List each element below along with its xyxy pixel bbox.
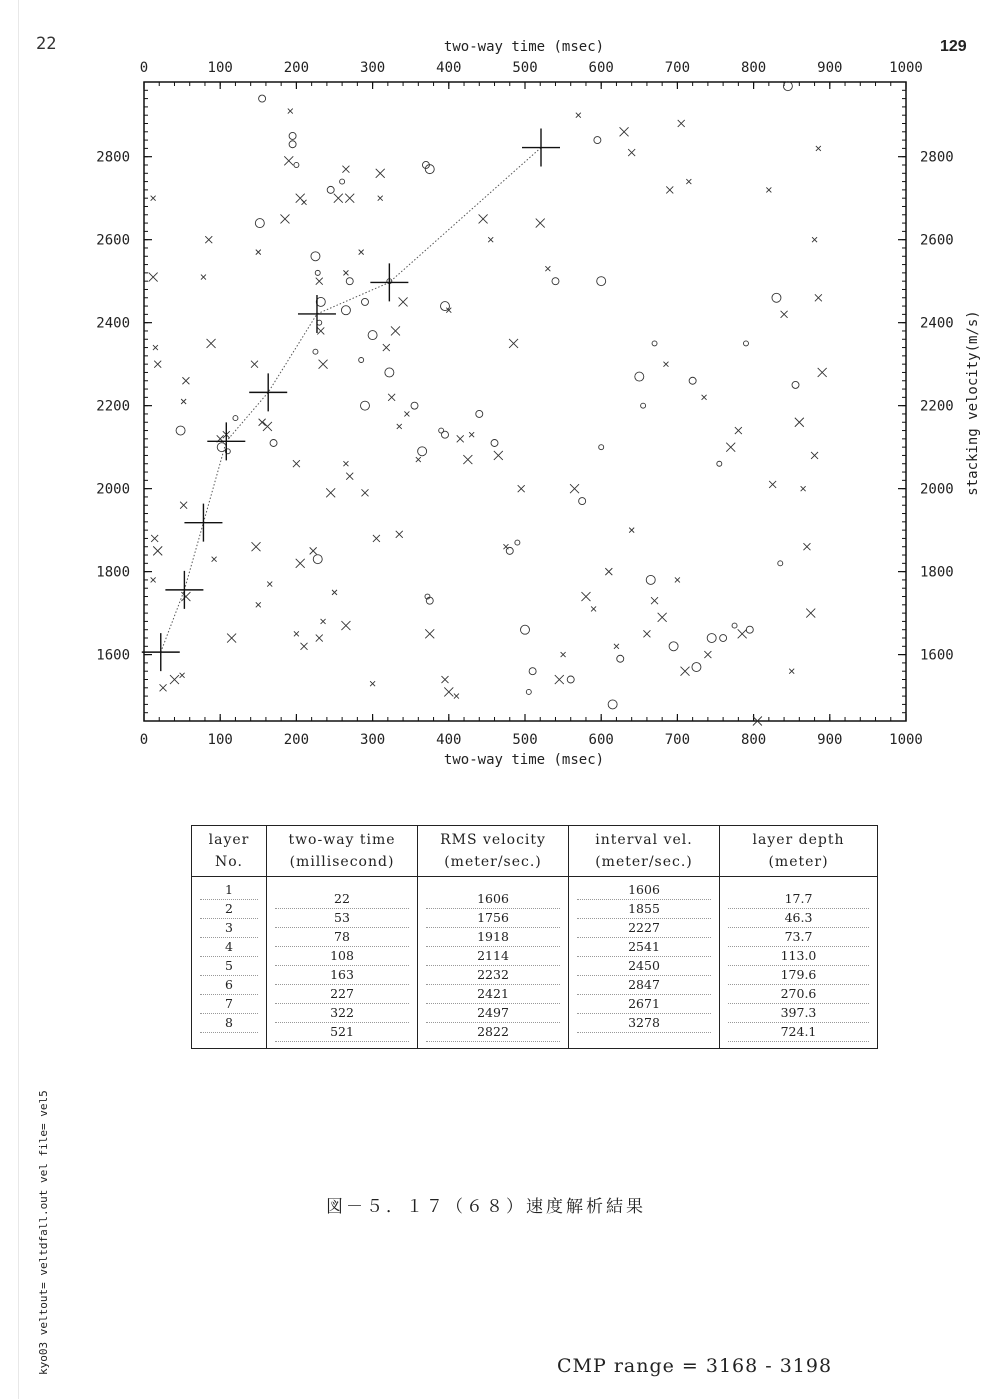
circle-marker [778, 561, 783, 566]
velocity-layer-table [191, 825, 878, 1049]
cross-marker [605, 568, 612, 575]
circle-marker [315, 270, 320, 275]
circle-marker [255, 219, 264, 228]
velocity-pick-marker [522, 129, 560, 167]
cross-marker [416, 457, 421, 462]
table-cell: 2114 [426, 947, 560, 966]
circle-marker [294, 162, 299, 167]
circle-marker [617, 655, 624, 662]
cross-marker [361, 489, 368, 496]
circle-marker [289, 141, 296, 148]
cross-marker [284, 156, 293, 165]
cross-marker [267, 582, 272, 587]
cross-marker [256, 250, 261, 255]
cross-marker [444, 687, 453, 696]
header-rms-velocity [418, 826, 569, 877]
x-tick-label-top: 400 [436, 60, 462, 76]
table-cell: 73.7 [728, 928, 869, 947]
table-cell: 5 [200, 957, 258, 976]
cross-marker [457, 435, 464, 442]
cross-marker [153, 345, 158, 350]
cross-marker [795, 418, 804, 427]
table-cell: 322 [275, 1004, 409, 1023]
table-cell: 2671 [577, 995, 711, 1014]
circle-marker [360, 401, 369, 410]
x-tick-label-bottom: 800 [740, 732, 767, 748]
cross-marker [591, 606, 596, 611]
cross-marker [518, 485, 525, 492]
circle-marker [411, 402, 418, 409]
cross-marker [288, 109, 293, 114]
velocity-pick-marker [165, 571, 203, 609]
y-tick-label-right: 2200 [920, 398, 954, 415]
circle-marker [368, 331, 377, 340]
cross-marker [301, 643, 308, 650]
cmp-range: CMP range = 3168 - 3198 [557, 1355, 833, 1377]
cross-marker [252, 542, 261, 551]
cross-marker [570, 484, 579, 493]
cross-marker [812, 237, 817, 242]
cross-marker [151, 535, 158, 542]
table-cell: 2450 [577, 957, 711, 976]
cross-marker [663, 362, 668, 367]
circle-marker [289, 132, 296, 139]
table-cell: 8 [200, 1014, 258, 1033]
x-tick-label-bottom: 100 [207, 732, 233, 748]
circle-marker [359, 358, 364, 363]
cross-marker [666, 186, 673, 193]
side-note: kyo03 veltout= veltdfall.out vel file= vel5 [37, 1090, 50, 1375]
circle-marker [346, 278, 353, 285]
table-cell: 6 [200, 976, 258, 995]
cross-marker [766, 187, 771, 192]
circle-marker [313, 555, 322, 564]
cross-marker [376, 169, 385, 178]
circle-marker [270, 439, 277, 446]
cross-marker [346, 473, 353, 480]
x-tick-label-top: 900 [817, 60, 843, 76]
velocity-pick-marker [184, 504, 222, 542]
circle-marker [340, 179, 345, 184]
circle-marker [720, 635, 727, 642]
table-cell: 108 [275, 947, 409, 966]
cross-marker [614, 644, 619, 649]
x-tick-label-top: 100 [207, 60, 233, 76]
x-tick-label-top: 300 [359, 60, 386, 76]
cross-marker [321, 619, 326, 624]
circle-marker [641, 403, 646, 408]
y-tick-label-left: 2600 [96, 232, 130, 249]
x-tick-label-bottom: 1000 [889, 732, 923, 748]
cross-marker [293, 460, 300, 467]
circle-marker [772, 293, 781, 302]
cross-marker [536, 219, 545, 228]
header-line: two-way time [288, 832, 396, 848]
circle-marker [341, 306, 350, 315]
page-number-left: 22 [36, 34, 57, 54]
cross-marker [180, 673, 185, 678]
cross-marker [151, 577, 156, 582]
cross-marker [441, 676, 448, 683]
table-cell: 2822 [426, 1023, 560, 1042]
column-rms-velocity [418, 877, 569, 1049]
circle-marker [233, 416, 238, 421]
table-cell: 2497 [426, 1004, 560, 1023]
cross-marker [227, 634, 236, 643]
table-cell: 3278 [577, 1014, 711, 1033]
cross-marker [803, 543, 810, 550]
header-line: (millisecond) [289, 854, 395, 870]
y-tick-label-right: 2000 [920, 481, 954, 498]
cross-marker [341, 621, 350, 630]
x-axis-title-top: two-way time (msec) [443, 39, 605, 55]
cross-marker [704, 651, 711, 658]
circle-marker [176, 426, 185, 435]
cross-marker [816, 146, 821, 151]
x-tick-label-top: 500 [512, 60, 538, 76]
circle-marker [313, 349, 318, 354]
table-cell: 163 [275, 966, 409, 985]
cross-marker [319, 360, 328, 369]
cross-marker [735, 427, 742, 434]
circle-marker [418, 447, 427, 456]
table-cell: 179.6 [728, 966, 869, 985]
cross-marker [738, 629, 747, 638]
circle-marker [717, 461, 722, 466]
header-line: RMS velocity [440, 832, 546, 848]
x-tick-label-bottom: 500 [512, 732, 538, 748]
table-cell: 2232 [426, 966, 560, 985]
circle-marker [552, 278, 559, 285]
table-cell: 1918 [426, 928, 560, 947]
cross-marker [818, 368, 827, 377]
cross-marker [316, 278, 323, 285]
cross-marker [370, 681, 375, 686]
x-tick-label-top: 0 [139, 60, 149, 76]
y-tick-label-left: 2800 [96, 149, 130, 166]
header-layer-no [192, 826, 267, 877]
circle-marker [441, 431, 448, 438]
y-tick-label-right: 2600 [920, 232, 954, 249]
cross-marker [170, 675, 179, 684]
header-line: interval vel. [595, 832, 693, 848]
y-tick-label-left: 2400 [96, 315, 130, 332]
cross-marker [702, 395, 707, 400]
cross-marker [180, 502, 187, 509]
table-cell: 78 [275, 928, 409, 947]
y-tick-label-left: 2200 [96, 398, 130, 415]
cross-marker [251, 361, 258, 368]
circle-marker [385, 368, 394, 377]
velocity-pick-marker [370, 263, 408, 301]
cross-marker [181, 592, 190, 601]
cross-marker [494, 451, 503, 460]
table-cell: 2227 [577, 919, 711, 938]
table-cell: 113.0 [728, 947, 869, 966]
cross-marker [334, 194, 343, 203]
circle-marker [608, 700, 617, 709]
x-tick-label-top: 800 [740, 60, 767, 76]
cross-marker [383, 344, 390, 351]
table-cell: 3 [200, 919, 258, 938]
circle-marker [259, 95, 266, 102]
table-cell: 227 [275, 985, 409, 1004]
cross-marker [811, 452, 818, 459]
cross-marker [160, 684, 167, 691]
cross-marker [545, 266, 550, 271]
table-cell: 1606 [426, 890, 560, 909]
column-layer-depth [720, 877, 878, 1049]
table-cell: 17.7 [728, 890, 869, 909]
cross-marker [201, 275, 206, 280]
x-tick-label-bottom: 600 [588, 732, 614, 748]
cross-marker [343, 270, 348, 275]
circle-marker [529, 668, 536, 675]
cross-marker [479, 214, 488, 223]
circle-marker [707, 634, 716, 643]
cross-marker [205, 236, 212, 243]
header-line: layer [208, 832, 250, 848]
table-cell: 1606 [577, 881, 711, 900]
cross-marker [815, 294, 822, 301]
circle-marker [597, 277, 606, 286]
circle-marker [579, 498, 586, 505]
header-line: layer depth [752, 832, 845, 848]
cross-marker [643, 630, 650, 637]
cross-marker [620, 127, 629, 136]
cross-marker [149, 273, 158, 282]
cross-marker [302, 200, 307, 205]
circle-marker [646, 575, 655, 584]
cross-marker [181, 399, 186, 404]
velocity-pick-marker [249, 373, 287, 411]
circle-marker [692, 663, 701, 672]
circle-marker [526, 689, 531, 694]
velocity-pick-marker [207, 422, 245, 460]
cross-marker [378, 196, 383, 201]
column-interval-vel [569, 877, 720, 1049]
cross-marker [488, 237, 493, 242]
cross-marker [332, 590, 337, 595]
cross-marker [296, 559, 305, 568]
velocity-pick-marker [298, 295, 336, 333]
cross-marker [373, 535, 380, 542]
cross-marker [316, 635, 323, 642]
cross-marker [399, 297, 408, 306]
y-tick-label-left: 1600 [96, 647, 130, 664]
cross-marker [207, 339, 216, 348]
circle-marker [732, 623, 737, 628]
cross-marker [675, 577, 680, 582]
y-tick-label-right: 1600 [920, 647, 954, 664]
header-interval-vel [569, 826, 720, 877]
cross-marker [561, 652, 566, 657]
cross-marker [212, 557, 217, 562]
circle-marker [361, 298, 368, 305]
cross-marker [259, 419, 266, 426]
velocity-pick-marker [142, 633, 180, 671]
cross-marker [789, 669, 794, 674]
cross-marker [388, 394, 395, 401]
cross-marker [343, 461, 348, 466]
cross-marker [404, 411, 409, 416]
cross-marker [280, 214, 289, 223]
circle-marker [743, 341, 748, 346]
cross-marker [263, 422, 272, 431]
circle-marker [506, 547, 513, 554]
cross-marker [425, 629, 434, 638]
y-tick-label-left: 2000 [96, 481, 130, 498]
circle-marker [521, 625, 530, 634]
column-layer-no [192, 877, 267, 1049]
semblance-markers [149, 82, 827, 726]
circle-marker [792, 381, 799, 388]
y-tick-label-right: 2800 [920, 149, 954, 166]
cross-marker [397, 424, 402, 429]
x-tick-label-top: 700 [664, 60, 691, 76]
cross-marker [686, 179, 691, 184]
table-cell: 2541 [577, 938, 711, 957]
cross-marker [326, 488, 335, 497]
cross-marker [681, 667, 690, 676]
x-tick-label-top: 1000 [889, 60, 923, 76]
table-cell: 53 [275, 909, 409, 928]
x-tick-label-top: 600 [588, 60, 614, 76]
table-cell: 2421 [426, 985, 560, 1004]
cross-marker [151, 196, 156, 201]
table-cell: 4 [200, 938, 258, 957]
cross-marker [769, 481, 776, 488]
y-axis-title-right: stacking velocity(m/s) [965, 310, 981, 496]
cross-marker [726, 443, 735, 452]
y-tick-label-right: 1800 [920, 564, 954, 581]
cross-marker [628, 149, 635, 156]
cross-marker [576, 113, 581, 118]
circle-marker [746, 626, 753, 633]
figure-caption: 図－５．１７（６８）速度解析結果 [326, 1197, 646, 1217]
x-tick-label-bottom: 0 [139, 732, 149, 748]
cross-marker [317, 327, 324, 334]
cross-marker [509, 339, 518, 348]
y-tick-label-right: 2400 [920, 315, 954, 332]
cross-marker [469, 432, 474, 437]
circle-marker [311, 252, 320, 261]
cross-marker [658, 613, 667, 622]
cross-marker [454, 694, 459, 699]
cross-marker [781, 311, 788, 318]
table-cell: 270.6 [728, 985, 869, 1004]
table-header-row [192, 826, 878, 877]
circle-marker [635, 372, 644, 381]
velocity-function-line [161, 148, 541, 653]
y-tick-label-left: 1800 [96, 564, 130, 581]
circle-marker [491, 439, 498, 446]
table-cell: 1 [200, 881, 258, 900]
table-body-row [192, 877, 878, 1049]
x-tick-label-bottom: 200 [283, 732, 310, 748]
cross-marker [629, 528, 634, 533]
cross-marker [581, 592, 590, 601]
table-cell: 1855 [577, 900, 711, 919]
velocity-function [142, 129, 560, 672]
cross-marker [555, 675, 564, 684]
header-line: (meter/sec.) [595, 854, 693, 870]
cross-marker [801, 486, 806, 491]
header-two-way-time [267, 826, 418, 877]
table-cell: 7 [200, 995, 258, 1014]
table-cell: 22 [275, 890, 409, 909]
cross-marker [651, 597, 658, 604]
axis-ticks [96, 60, 953, 748]
cross-marker [256, 602, 261, 607]
x-tick-label-bottom: 400 [436, 732, 462, 748]
cross-marker [154, 361, 161, 368]
circle-marker [567, 676, 574, 683]
table-cell: 2 [200, 900, 258, 919]
circle-marker [476, 410, 483, 417]
header-line: No. [215, 854, 243, 870]
circle-marker [327, 186, 334, 193]
circle-marker [652, 341, 657, 346]
table-cell: 724.1 [728, 1023, 869, 1042]
column-two-way-time [267, 877, 418, 1049]
cross-marker [345, 194, 354, 203]
cross-marker [310, 547, 317, 554]
circle-marker [594, 137, 601, 144]
circle-marker [599, 445, 604, 450]
cross-marker [153, 546, 162, 555]
table-cell: 521 [275, 1023, 409, 1042]
circle-marker [515, 540, 520, 545]
cross-marker [294, 631, 299, 636]
x-tick-label-bottom: 900 [817, 732, 843, 748]
x-tick-label-bottom: 700 [664, 732, 691, 748]
table-cell: 397.3 [728, 1004, 869, 1023]
header-line: (meter/sec.) [444, 854, 542, 870]
header-line: (meter) [768, 854, 829, 870]
circle-marker [669, 642, 678, 651]
cross-marker [806, 609, 815, 618]
cross-marker [396, 531, 403, 538]
table-cell: 2847 [577, 976, 711, 995]
circle-marker [783, 82, 792, 91]
cross-marker [359, 250, 364, 255]
cross-marker [678, 120, 685, 127]
x-axis-title-bottom: two-way time (msec) [443, 752, 605, 768]
cross-marker [463, 455, 472, 464]
x-tick-label-top: 200 [283, 60, 310, 76]
cross-marker [391, 326, 400, 335]
cross-marker [182, 377, 189, 384]
page-number-right: 129 [940, 38, 967, 55]
header-layer-depth [720, 826, 878, 877]
circle-marker [689, 377, 696, 384]
cross-marker [342, 166, 349, 173]
x-tick-label-bottom: 300 [359, 732, 386, 748]
table-cell: 46.3 [728, 909, 869, 928]
table-cell: 1756 [426, 909, 560, 928]
